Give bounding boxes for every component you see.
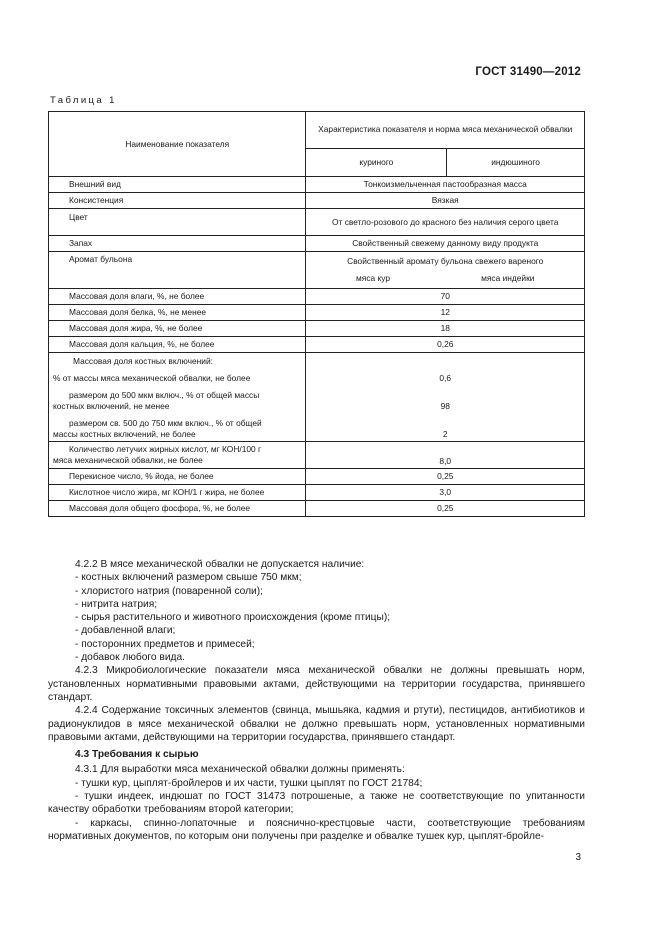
table-row [49,193,585,209]
table-row [49,289,585,305]
row-name: Кислотное число жира, мг КОН/1 г жира, не более [49,485,306,501]
broth-chicken: мяса кур [356,273,391,283]
header-indicator-name: Наименование показателя [49,112,306,177]
row-name: Массовая доля влаги, %, не более [49,289,306,305]
bone-value-1: 0,6 [439,373,452,383]
broth-value: Свойственный аромату бульона свежего вареного [347,256,544,266]
row-name: Цвет [49,209,306,236]
row-name: Аромат бульона [49,252,306,289]
vfa-name-a: Количество летучих жирных кислот, мг КОН/100 г [69,444,262,454]
row-name: Запах [49,236,306,252]
row-value: 0,26 [306,337,585,353]
bone-value-3: 2 [442,429,448,439]
table-row [49,485,585,501]
bone-sub1: % от массы мяса механической обвалки, не более [53,373,251,383]
row-name-vfa [49,442,306,469]
row-name: Внешний вид [49,177,306,193]
paragraph-4-3-1: 4.3.1 Для выработки мяса механической обвалки должны применять: [75,764,405,776]
bone-title: Массовая доля костных включений: [73,356,213,366]
bone-sub2a: размером до 500 мкм включ., % от общей массы [69,390,260,400]
row-name: Массовая доля белка, %, не менее [49,305,306,321]
row-name: Консистенция [49,193,306,209]
row-value: Свойственный свежему данному виду продукта [306,236,585,252]
section-heading-4-3: 4.3 Требования к сырью [75,749,199,761]
paragraph-4-2-4: 4.2.4 Содержание токсичных элементов (свинца, мышьяка, кадмия и ртути), пестицидов, антибиотиков и радионуклидов в мясе механической обвалки не должно превышать норм, установленных нормативными правовыми актами, действующими на территории государства, принявшего стандарт. [48,705,585,743]
list-item: - тушки индеек, индюшат по ГОСТ 31473 потрошеные, а также не соответствующие по упитанности качеству обработки требованиям второй категории; [48,791,585,816]
header-characteristic: Характеристика показателя и норма мяса механической обвалки [306,112,585,149]
row-name: Массовая доля кальция, %, не более [49,337,306,353]
list-item: - тушки кур, цыплят-бройлеров и их части, тушки цыплят по ГОСТ 21784; [75,777,423,789]
list-item: - добавок любого вида. [75,652,185,664]
broth-turkey: мяса индейки [481,273,535,283]
row-value: Вязкая [306,193,585,209]
table-row [49,337,585,353]
bone-sub3b: массы костных включений, не более [53,429,196,439]
row-value: От светло-розового до красного без наличия серого цвета [306,209,585,236]
table-row [49,501,585,517]
bone-sub2b: костных включений, не менее [53,401,170,411]
table-header-row [49,112,585,149]
header-turkey: индюшиного [447,148,585,176]
row-name: Перекисное число, % йода, не более [49,469,306,485]
list-item: - костных включений размером свыше 750 мкм; [75,572,302,584]
list-item: - нитрита натрия; [75,598,158,610]
list-item: - хлористого натрия (поваренной соли); [75,585,263,597]
table-row [49,252,585,289]
table-row [49,305,585,321]
paragraph-4-2-3: 4.2.3 Микробиологические показатели мяса механической обвалки не должны превышать норм, установленных нормативными правовыми актами, действующими на территории государства, принявшего стандарт. [48,665,585,703]
row-value: 70 [306,289,585,305]
row-value: 12 [306,305,585,321]
table-row [49,236,585,252]
table-row [49,469,585,485]
list-item: - каркасы, спинно-лопаточные и пояснично-крестцовые части, соответствующие требованиям нормативных документов, по которым они получены при разделке и обвалке тушек кур, цыплят-бройле- [48,817,585,842]
row-value-broth [306,252,585,289]
document-code: ГОСТ 31490—2012 [475,66,581,78]
row-value: 0,25 [306,469,585,485]
row-value: 3,0 [306,485,585,501]
table-row [49,209,585,236]
list-item: - сырья растительного и животного происхождения (кроме птицы); [75,612,391,624]
row-value: Тонкоизмельченная пастообразная масса [306,177,585,193]
list-item: - добавленной влаги; [75,625,176,637]
page-number: 3 [575,852,581,863]
list-item: - посторонних предметов и примесей; [75,638,255,650]
indicators-table [48,111,585,517]
bone-sub3a: размером св. 500 до 750 мкм включ., % от общей [69,418,262,428]
header-chicken: куриного [306,148,447,176]
row-value: 8,0 [306,442,585,469]
paragraph-4-2-2: 4.2.2 В мясе механической обвалки не допускается наличие: [75,559,365,570]
table-row [49,353,585,442]
row-value-bone [306,353,585,442]
body-text [48,558,585,843]
table-row [49,321,585,337]
vfa-name-b: мяса механической обвалки, не более [53,455,203,465]
bone-value-2: 98 [440,401,450,411]
row-name-bone [49,353,306,442]
row-value: 18 [306,321,585,337]
broth-split [310,273,580,284]
table-caption: Таблица 1 [50,95,117,106]
row-name: Массовая доля жира, %, не более [49,321,306,337]
row-name: Массовая доля общего фосфора, %, не более [49,501,306,517]
row-value: 0,25 [306,501,585,517]
table-row [49,442,585,469]
table-row [49,177,585,193]
